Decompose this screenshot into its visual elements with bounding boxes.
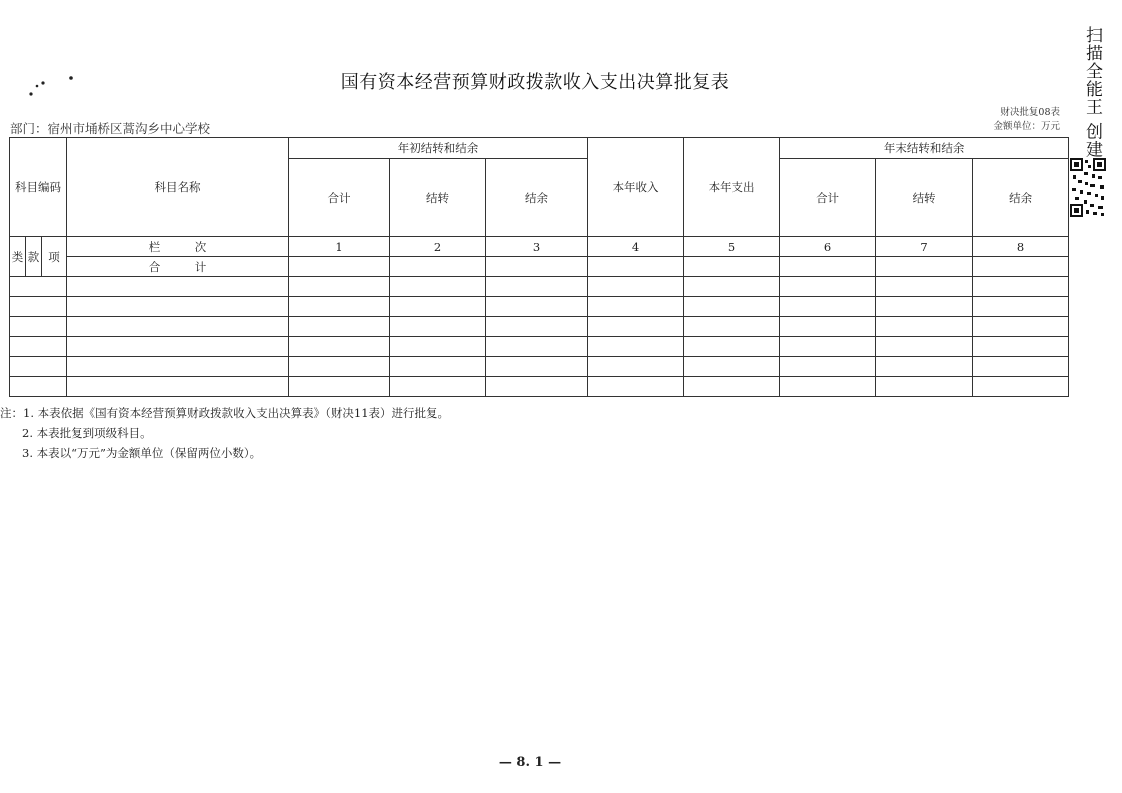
header-income: 本年收入 bbox=[588, 138, 684, 237]
table-code-block bbox=[993, 106, 1060, 134]
table-cell bbox=[588, 257, 684, 277]
col-number: 3 bbox=[486, 237, 588, 257]
header-end-group: 年末结转和结余 bbox=[780, 138, 1069, 159]
header-kuan: 款 bbox=[26, 237, 42, 277]
col-number: 7 bbox=[876, 237, 973, 257]
scanner-watermark bbox=[1066, 20, 1116, 210]
page-number: — 8. 1 — bbox=[498, 755, 562, 770]
note-item: 3. 本表以“万元”为金额单位（保留两位小数）。 bbox=[22, 446, 262, 460]
notes-block bbox=[0, 403, 449, 463]
header-expense: 本年支出 bbox=[684, 138, 780, 237]
table-cell bbox=[876, 257, 973, 277]
table-row bbox=[10, 337, 1069, 357]
col-number: 8 bbox=[973, 237, 1069, 257]
header-begin-total: 合计 bbox=[289, 159, 390, 237]
qr-code-icon bbox=[1070, 158, 1106, 222]
table-row bbox=[10, 277, 1069, 297]
table-row bbox=[10, 317, 1069, 337]
table-row bbox=[10, 357, 1069, 377]
table-cell bbox=[973, 257, 1069, 277]
budget-approval-table bbox=[9, 137, 1069, 397]
header-begin-carry: 结转 bbox=[390, 159, 486, 237]
table-cell bbox=[684, 257, 780, 277]
col-number: 5 bbox=[684, 237, 780, 257]
total-row-label: 合 计 bbox=[67, 257, 289, 277]
header-begin-surplus: 结余 bbox=[486, 159, 588, 237]
header-subject-name: 科目名称 bbox=[67, 138, 289, 237]
col-number: 2 bbox=[390, 237, 486, 257]
amount-unit: 金额单位：万元 bbox=[993, 121, 1060, 132]
col-number: 6 bbox=[780, 237, 876, 257]
table-cell bbox=[289, 257, 390, 277]
watermark-text: 扫描全能王 创建 bbox=[1082, 26, 1102, 159]
department-label: 部门：宿州市埇桥区蒿沟乡中心学校 bbox=[10, 121, 211, 136]
header-xiang: 项 bbox=[42, 237, 67, 277]
header-lanci: 栏 次 bbox=[67, 237, 289, 257]
table-cell bbox=[486, 257, 588, 277]
table-code: 财决批复08表 bbox=[1000, 107, 1060, 118]
header-subject-code: 科目编码 bbox=[10, 138, 67, 237]
col-number: 1 bbox=[289, 237, 390, 257]
table-cell bbox=[390, 257, 486, 277]
header-end-total: 合计 bbox=[780, 159, 876, 237]
table-row bbox=[10, 297, 1069, 317]
table-row bbox=[10, 377, 1069, 397]
note-item: 2. 本表批复到项级科目。 bbox=[22, 426, 152, 440]
header-begin-group: 年初结转和结余 bbox=[289, 138, 588, 159]
note-item: 注：1. 本表依据《国有资本经营预算财政拨款收入支出决算表》（财决11表）进行批复。 bbox=[0, 406, 450, 420]
col-number: 4 bbox=[588, 237, 684, 257]
header-end-carry: 结转 bbox=[876, 159, 973, 237]
page-title: 国有资本经营预算财政拨款收入支出决算批复表 bbox=[340, 72, 730, 93]
table-cell bbox=[780, 257, 876, 277]
header-end-surplus: 结余 bbox=[973, 159, 1069, 237]
header-lei: 类 bbox=[10, 237, 26, 277]
